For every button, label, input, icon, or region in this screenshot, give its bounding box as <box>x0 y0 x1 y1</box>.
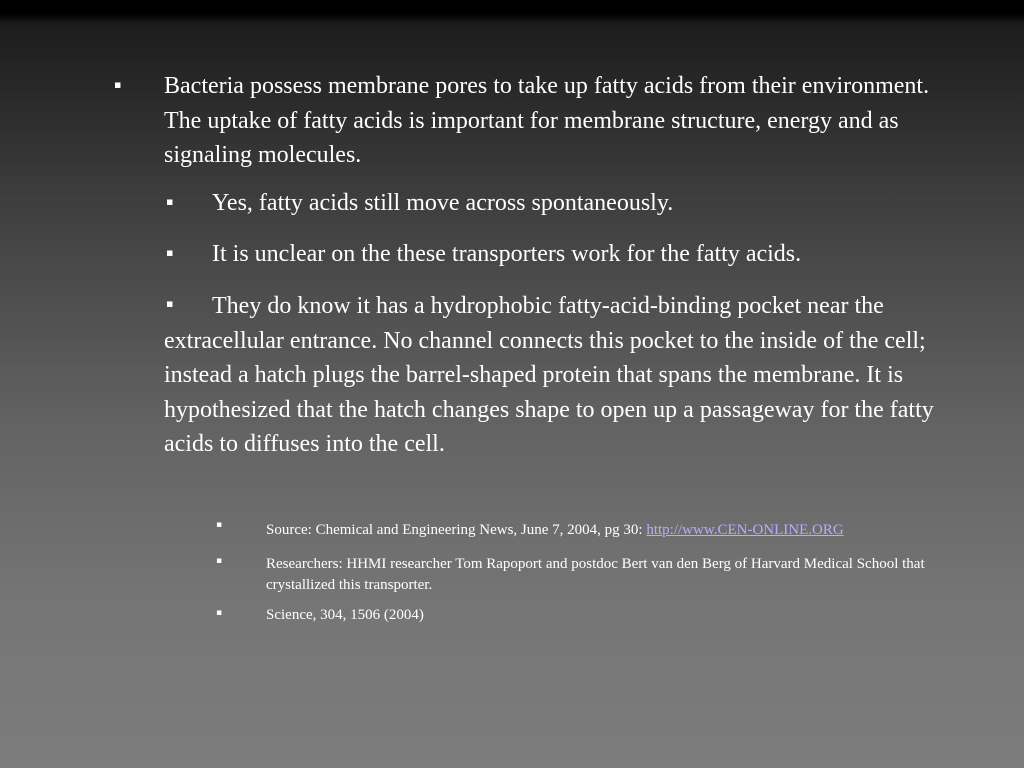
cen-online-link[interactable]: http://www.CEN-ONLINE.ORG <box>646 522 844 538</box>
researchers-reference: Researchers: HHMI researcher Tom Rapoport and postdoc Bert van den Berg of Harvard Medical School that crystallized this transporter. <box>266 556 925 593</box>
bullet-marker: ▪ <box>166 246 174 259</box>
bullet-marker: ▪ <box>114 78 122 91</box>
science-reference: Science, 304, 1506 (2004) <box>266 607 424 623</box>
source-text: Source: Chemical and Engineering News, June 7, 2004, pg 30: <box>266 522 647 538</box>
bullet-marker: ▪ <box>166 195 174 208</box>
source-reference <box>266 520 956 541</box>
bullet-marker: ▪ <box>216 520 223 530</box>
bullet-marker: ▪ <box>216 608 223 618</box>
sub-bullet-text: It is unclear on the these transporters work for the fatty acids. <box>212 241 802 267</box>
sub-bullet-text: Yes, fatty acids still move across spontaneously. <box>212 190 674 216</box>
sub-bullet-text: They do know it has a hydrophobic fatty-acid-binding pocket near the extracellular entrance. No channel connects this pocket to the inside of the cell; instead a hatch plugs the barrel-shaped protein that spans the membrane. It is hypothesized that the hatch changes shape to open up a passageway for the fatty acids to diffuses into the cell. <box>164 293 934 457</box>
bullet-marker: ▪ <box>216 556 223 566</box>
main-bullet-text: Bacteria possess membrane pores to take up fatty acids from their environment. The uptake of fatty acids is important for membrane structure, energy and as signaling molecules. <box>164 73 930 168</box>
bullet-marker: ▪ <box>166 297 174 310</box>
sub-bullet-paragraph <box>164 289 954 462</box>
